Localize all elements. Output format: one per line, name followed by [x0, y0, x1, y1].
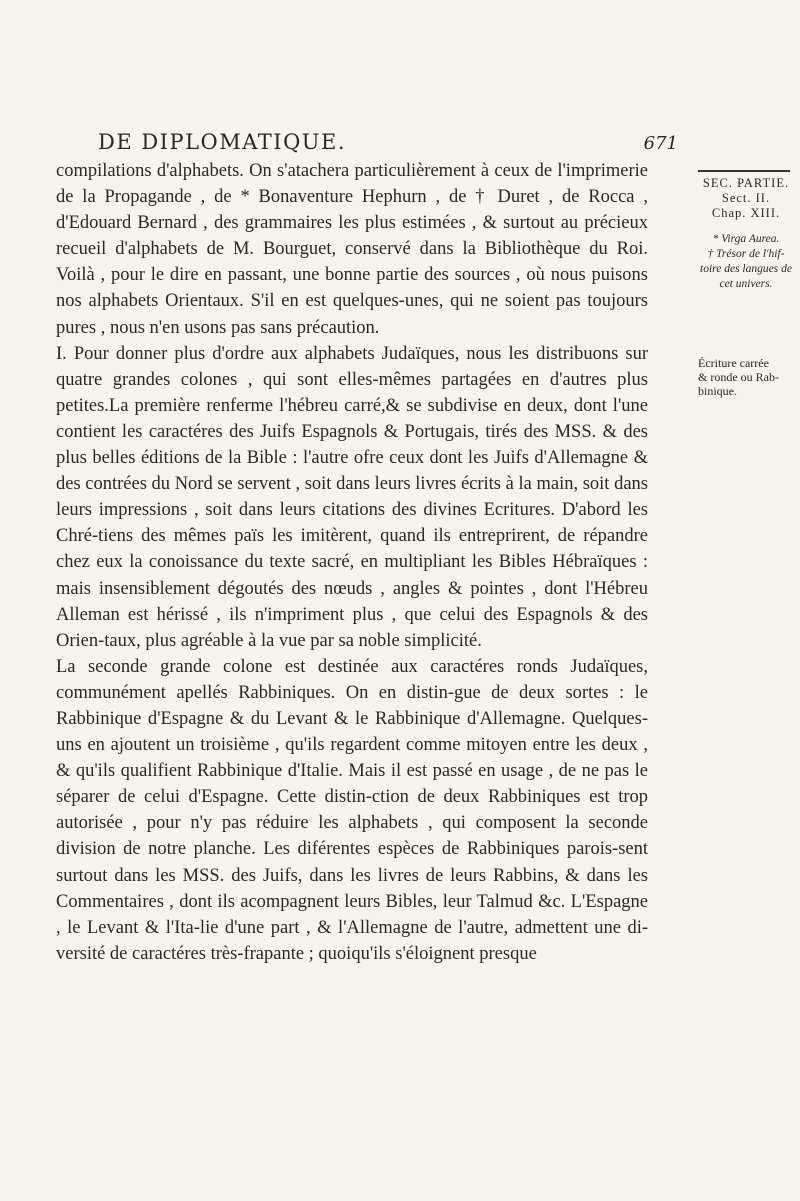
running-head-title: DE DIPLOMATIQUE.: [98, 130, 347, 154]
gloss-line: Écriture carrée: [698, 356, 769, 370]
gloss-line: & ronde ou Rab-: [698, 370, 779, 384]
section-part: SEC. PARTIE.: [702, 176, 790, 190]
running-head: [98, 130, 678, 154]
section-marker: [698, 176, 794, 221]
margin-note: † Trésor de l'hif-: [707, 248, 785, 260]
paragraph-rabbinic: La seconde grande colone est destinée aux caractéres ronds Judaïques, communément apellés Rabbiniques. On en distin-gue de deux sortes : le Rabbinique d'Espagne & du Levant & le Rabbinique d'Allemagne. Quelques-uns en ajoutent un troisième , qu'ils regardent comme mitoyen entre les deux , & qu'ils qualifient Rabbinique d'Italie. Mais il est passé en usage , de ne pas le séparer de celui d'Espagne. Cette distin-ction de deux Rabbiniques est trop autorisée , pour n'y pas réduire les alphabets , qui composent la seconde division de notre planche. Les diférentes espèces de Rabbiniques parois-sent surtout dans les MSS. des Juifs, dans les livres de leurs Rabbins, & dans les Commentaires , dont ils acompagnent leurs Bibles, leur Talmud &c. L'Espagne , le Levant & l'Ita-lie d'une part , & l'Allemagne de l'autre, admettent une di-versité de caractéres très-frapante ; quoiqu'ils s'éloignent presque: [56, 656, 648, 964]
margin-gloss: [698, 356, 794, 398]
section-chap: Chap. XIII.: [711, 206, 781, 220]
margin-note: * Virga Aurea.: [712, 233, 780, 245]
main-text: [56, 158, 648, 967]
margin-footnotes: [698, 232, 794, 292]
paragraph-intro: compilations d'alphabets. On s'atachera particulièrement à ceux de l'imprimerie de la Propagande , de * Bonaventure Hephurn , de † Duret , de Rocca , d'Edouard Bernard , des grammaires les plus estimées , & surtout au précieux recueil d'alphabets de M. Bourguet, conservé dans la Bibliothèque du Roi. Voilà , pour le dire en passant, une bonne partie des sources , où nous puisons nos alphabets Orientaux. S'il en est quelques-unes, qui ne soient pas toujours pures , nous n'en usons pas sans précaution.: [56, 161, 648, 338]
gloss-line: binique.: [698, 384, 737, 398]
paragraph-judaic-alphabets: I. Pour donner plus d'ordre aux alphabets Judaïques, nous les distribuons sur quatre grandes colones , qui sont elles-mêmes partagées en d'autres plus petites.La première renferme l'hébreu carré,& se subdivise en deux, dont l'une contient les caractéres des Juifs Espagnols & Portugais, tirés des MSS. & des plus belles éditions de la Bible : l'autre ofre ceux dont les Juifs d'Allemagne & des contrées du Nord se servent , soit dans leurs livres écrits à la main, soit dans leurs impressions , soit dans leurs citations des divines Ecritures. D'abord les Chré-tiens des mêmes païs les imitèrent, quand ils entreprirent, de répandre chez eux la conoissance du texte sacré, en multipliant les Bibles Hébraïques : mais insensiblement dégoutés des nœuds , angles & pointes , dont l'Hébreu Alleman est hérissé , ils n'impriment plus , que celui des Espagnols & des Orien-taux, plus agréable à la vue par sa noble simplicité.: [56, 343, 648, 651]
margin-note: toire des langues de: [700, 263, 792, 275]
section-sect: Sect. II.: [721, 191, 771, 205]
margin-rule: [698, 170, 790, 172]
page-number: 671: [643, 133, 678, 154]
margin-note: cet univers.: [719, 278, 773, 290]
